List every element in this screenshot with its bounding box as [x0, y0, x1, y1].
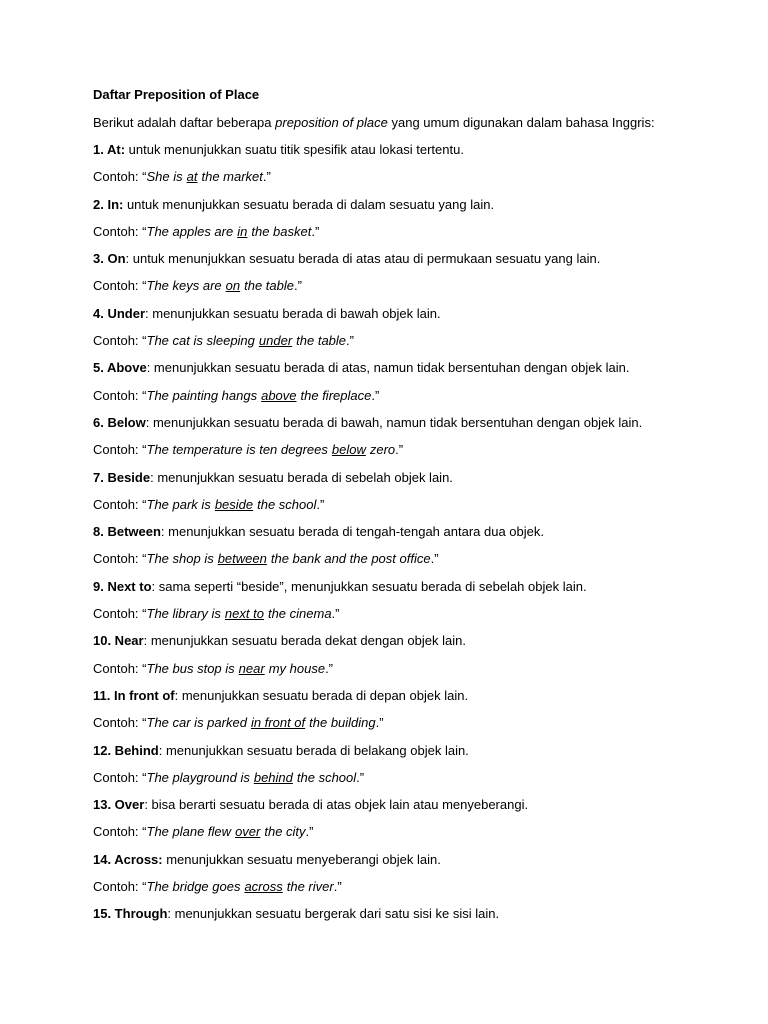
- preposition-description: : menunjukkan sesuatu berada di belakang objek lain.: [158, 742, 469, 758]
- example-text-before: The temperature is ten degrees: [146, 442, 328, 458]
- preposition-term: 4. Under: [93, 305, 146, 321]
- preposition-definition: [93, 305, 733, 323]
- preposition-term: 1. At:: [93, 142, 126, 157]
- example-text-before: The park is: [146, 496, 211, 512]
- close-quote: .”: [346, 333, 354, 349]
- example-keyword: next to: [224, 606, 264, 622]
- example-keyword: at: [186, 169, 198, 185]
- preposition-description: : menunjukkan sesuatu berada di atas, namun tidak bersentuhan dengan objek lain.: [146, 360, 630, 376]
- example-text-after: zero: [369, 442, 396, 458]
- close-quote: .”: [430, 551, 439, 567]
- preposition-term: 8. Between: [93, 524, 161, 540]
- preposition-description: : menunjukkan sesuatu berada di bawah, namun tidak bersentuhan dengan objek lain.: [145, 414, 643, 430]
- example-text-after: the market: [201, 169, 263, 185]
- preposition-term: 10. Near: [93, 633, 144, 649]
- example-text-before: The keys are: [146, 278, 222, 294]
- example-prefix: Contoh:: [93, 879, 143, 895]
- example-sentence: [93, 660, 733, 678]
- example-prefix: Contoh:: [93, 278, 143, 294]
- example-keyword: across: [244, 879, 283, 895]
- preposition-definition: [93, 141, 733, 159]
- preposition-term: 11. In front of: [93, 687, 175, 703]
- example-text-before: The bridge goes: [146, 879, 241, 895]
- example-sentence: [93, 714, 733, 732]
- open-quote: “: [142, 169, 147, 185]
- example-text-before: The library is: [146, 606, 221, 622]
- example-sentence: [93, 332, 733, 350]
- preposition-term: 9. Next to: [93, 578, 152, 594]
- example-prefix: Contoh:: [93, 223, 143, 239]
- example-keyword: over: [235, 824, 261, 840]
- preposition-term: 2. In:: [93, 196, 124, 212]
- preposition-description: : sama seperti “beside”, menunjukkan sesuatu berada di sebelah objek lain.: [151, 578, 587, 594]
- close-quote: .”: [325, 660, 334, 676]
- close-quote: .”: [316, 496, 325, 512]
- example-sentence: [93, 277, 733, 295]
- example-sentence: [93, 441, 733, 459]
- preposition-definition: [93, 359, 733, 377]
- intro-text-italic: preposition of place: [275, 114, 388, 130]
- document-body: [93, 86, 733, 933]
- example-text-after: the building: [309, 715, 376, 731]
- open-quote: “: [142, 660, 147, 676]
- preposition-term: 12. Behind: [93, 742, 159, 758]
- preposition-definition: [93, 905, 733, 923]
- preposition-definition: [93, 742, 733, 760]
- close-quote: .”: [294, 278, 302, 294]
- example-text-after: my house: [268, 660, 326, 676]
- preposition-term: 14. Across:: [93, 851, 163, 867]
- example-text-before: The car is parked: [146, 715, 247, 731]
- preposition-description: : menunjukkan sesuatu berada di sebelah objek lain.: [150, 469, 453, 485]
- intro-text-before: Berikut adalah daftar beberapa: [93, 114, 276, 130]
- example-text-after: the school: [296, 769, 357, 785]
- example-text-before: The apples are: [146, 223, 234, 239]
- preposition-description: : menunjukkan sesuatu bergerak dari satu sisi ke sisi lain.: [167, 906, 500, 922]
- preposition-definition: [93, 632, 733, 650]
- preposition-definition: [93, 796, 733, 814]
- example-prefix: Contoh:: [93, 387, 143, 403]
- example-prefix: Contoh:: [93, 606, 143, 622]
- example-prefix: Contoh:: [93, 660, 143, 676]
- preposition-term: 3. On: [93, 251, 126, 267]
- open-quote: “: [142, 387, 147, 403]
- close-quote: .”: [371, 387, 380, 403]
- example-keyword: between: [217, 551, 267, 567]
- example-text-before: The shop is: [146, 551, 214, 567]
- preposition-definition: [93, 196, 733, 214]
- example-sentence: [93, 605, 733, 623]
- open-quote: “: [142, 223, 147, 239]
- preposition-term: 6. Below: [93, 414, 146, 430]
- preposition-definition: [93, 578, 733, 596]
- preposition-description: untuk menunjukkan suatu titik spesifik atau lokasi tertentu.: [125, 142, 464, 157]
- example-keyword: beside: [214, 496, 254, 512]
- preposition-description: : menunjukkan sesuatu berada di depan objek lain.: [174, 687, 469, 703]
- example-prefix: Contoh:: [93, 333, 143, 349]
- preposition-term: 13. Over: [93, 797, 145, 813]
- open-quote: “: [142, 333, 147, 349]
- close-quote: .”: [375, 715, 384, 731]
- preposition-description: : menunjukkan sesuatu berada dekat dengan objek lain.: [143, 633, 466, 649]
- example-text-before: The painting hangs: [146, 387, 258, 403]
- preposition-definition: [93, 687, 733, 705]
- open-quote: “: [142, 824, 147, 840]
- example-keyword: below: [331, 442, 366, 458]
- example-text-after: the fireplace: [300, 387, 372, 403]
- example-text-after: the bank and the post office: [270, 551, 431, 567]
- open-quote: “: [142, 496, 147, 512]
- open-quote: “: [142, 769, 147, 785]
- example-prefix: Contoh:: [93, 824, 143, 840]
- preposition-description: menunjukkan sesuatu menyeberangi objek lain.: [162, 851, 441, 867]
- example-prefix: Contoh:: [93, 551, 143, 567]
- example-prefix: Contoh:: [93, 496, 143, 512]
- example-prefix: Contoh:: [93, 715, 143, 731]
- open-quote: “: [142, 715, 147, 731]
- example-sentence: [93, 168, 733, 186]
- example-sentence: [93, 223, 733, 241]
- example-keyword: above: [261, 387, 297, 403]
- example-text-after: the river: [286, 879, 334, 895]
- intro-paragraph: [93, 114, 733, 132]
- example-keyword: on: [225, 278, 241, 294]
- example-sentence: [93, 550, 733, 568]
- example-keyword: near: [238, 660, 265, 676]
- example-text-before: The cat is sleeping: [146, 333, 255, 349]
- preposition-definition: [93, 851, 733, 869]
- example-sentence: [93, 878, 733, 896]
- preposition-description: untuk menunjukkan sesuatu berada di dalam sesuatu yang lain.: [123, 196, 495, 212]
- close-quote: .”: [395, 442, 404, 458]
- example-text-before: The playground is: [146, 769, 250, 785]
- example-text-before: She is: [146, 169, 183, 185]
- example-keyword: in: [237, 223, 248, 239]
- preposition-definition: [93, 469, 733, 487]
- example-text-after: the school: [257, 496, 317, 512]
- open-quote: “: [142, 278, 147, 294]
- preposition-description: : menunjukkan sesuatu berada di bawah objek lain.: [145, 305, 441, 321]
- example-text-after: the table: [296, 333, 347, 349]
- preposition-definition: [93, 523, 733, 541]
- close-quote: .”: [356, 769, 365, 785]
- example-prefix: Contoh:: [93, 169, 143, 185]
- example-sentence: [93, 769, 733, 787]
- preposition-term: 7. Beside: [93, 469, 151, 485]
- preposition-description: : untuk menunjukkan sesuatu berada di atas atau di permukaan sesuatu yang lain.: [125, 251, 601, 267]
- example-sentence: [93, 496, 733, 514]
- example-text-after: the basket: [251, 223, 312, 239]
- example-keyword: in front of: [250, 715, 306, 731]
- close-quote: .”: [311, 223, 320, 239]
- preposition-description: : bisa berarti sesuatu berada di atas objek lain atau menyeberangi.: [144, 797, 529, 813]
- close-quote: .”: [262, 169, 271, 185]
- close-quote: .”: [331, 606, 340, 622]
- example-text-after: the cinema: [267, 606, 332, 622]
- example-prefix: Contoh:: [93, 442, 143, 458]
- example-text-before: The plane flew: [146, 824, 232, 840]
- example-text-after: the table: [244, 278, 294, 294]
- open-quote: “: [142, 551, 147, 567]
- open-quote: “: [142, 606, 147, 622]
- example-text-after: the city: [264, 824, 306, 840]
- example-keyword: behind: [253, 769, 293, 785]
- example-keyword: under: [258, 333, 293, 349]
- preposition-term: 15. Through: [93, 906, 168, 922]
- intro-text-after: yang umum digunakan dalam bahasa Inggris:: [387, 114, 655, 130]
- close-quote: .”: [333, 879, 342, 895]
- example-sentence: [93, 823, 733, 841]
- example-prefix: Contoh:: [93, 769, 143, 785]
- close-quote: .”: [305, 824, 314, 840]
- open-quote: “: [142, 879, 147, 895]
- preposition-term: 5. Above: [93, 360, 147, 376]
- preposition-definition: [93, 414, 733, 432]
- preposition-definition: [93, 250, 733, 268]
- open-quote: “: [142, 442, 147, 458]
- document-title: Daftar Preposition of Place: [93, 87, 260, 102]
- example-text-before: The bus stop is: [146, 660, 235, 676]
- preposition-description: : menunjukkan sesuatu berada di tengah-tengah antara dua objek.: [160, 524, 544, 540]
- example-sentence: [93, 387, 733, 405]
- preposition-list: [93, 141, 733, 896]
